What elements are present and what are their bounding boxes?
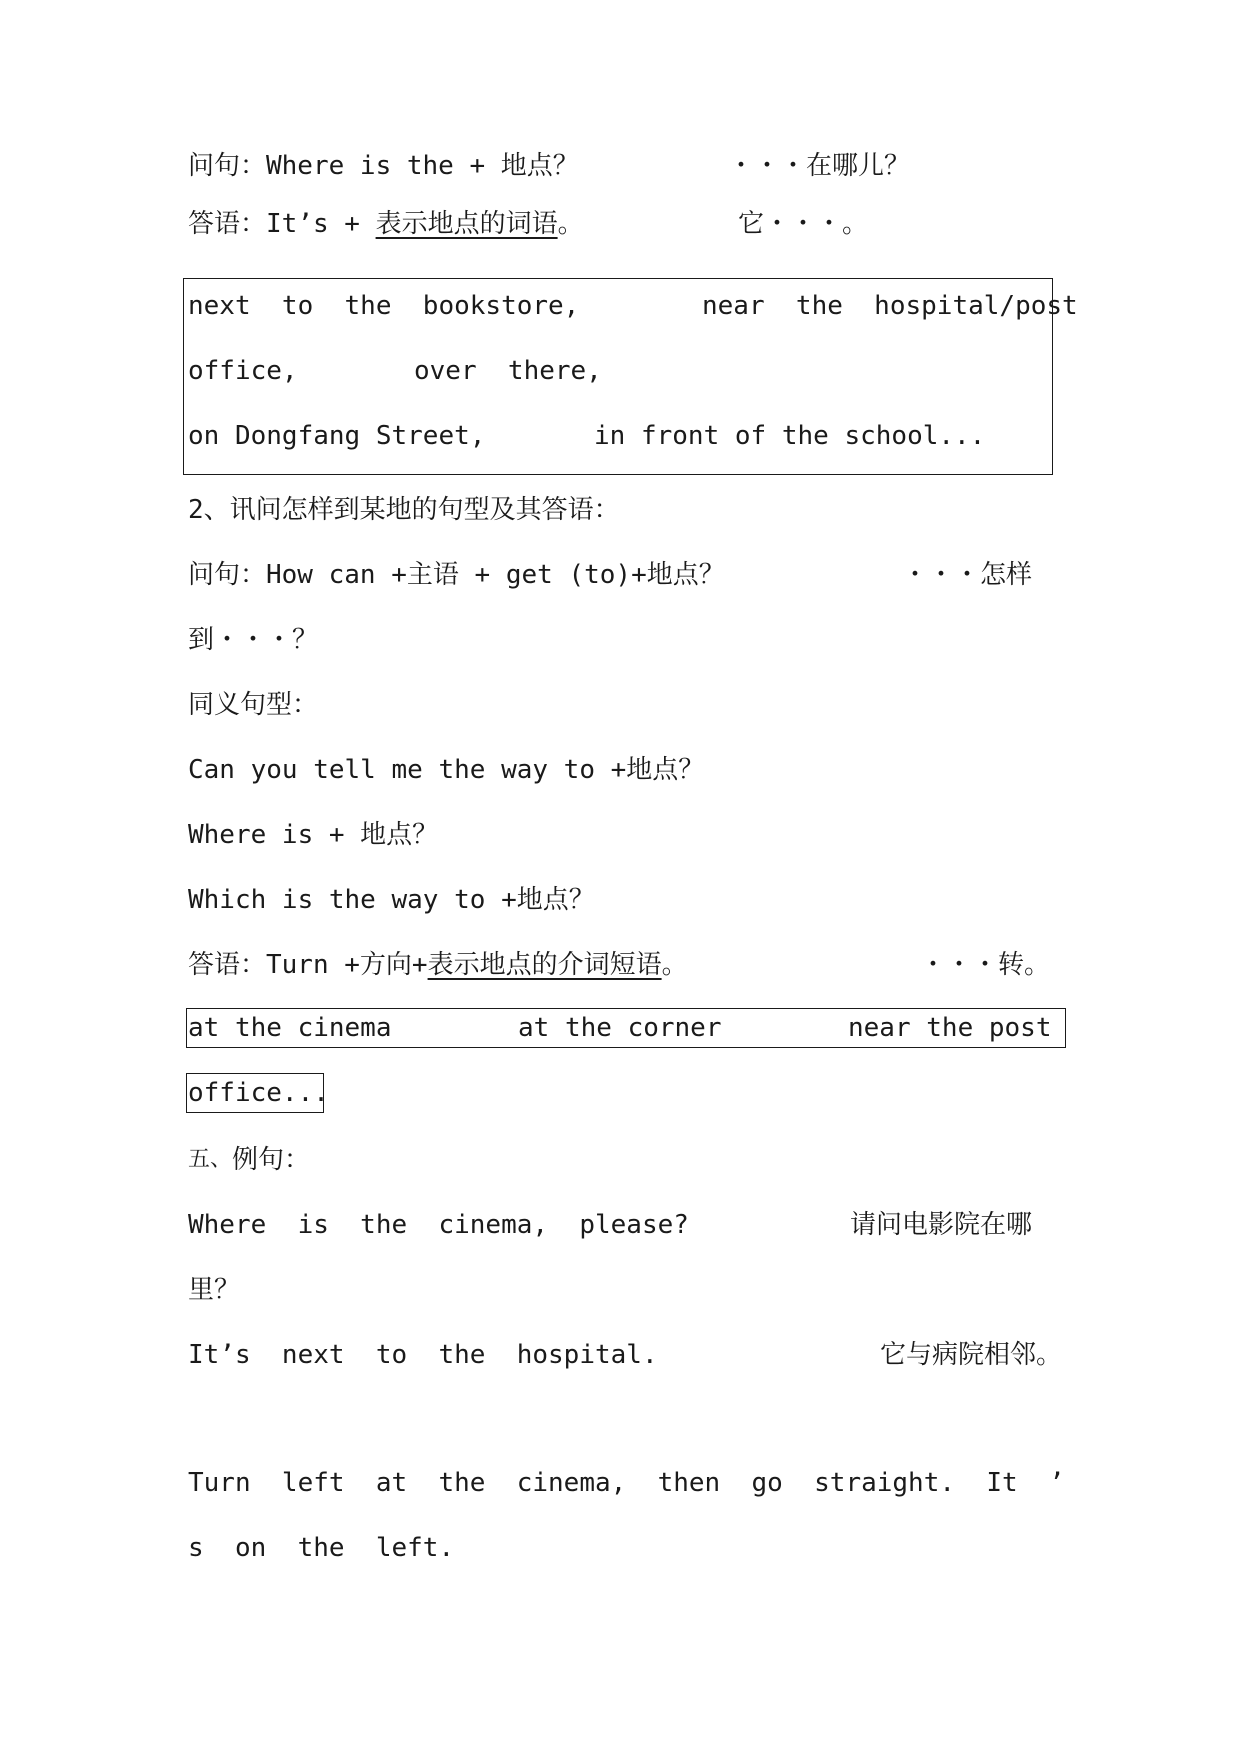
- phrase-at-the-cinema: at the cinema: [188, 1013, 392, 1043]
- turn-answer-line: [188, 945, 1088, 985]
- example-1-chinese: 请问电影院在哪: [850, 1210, 1033, 1240]
- example-1-chinese-cont: 里？: [188, 1275, 241, 1305]
- synonym-heading: 同义句型：: [188, 690, 319, 720]
- where-answer-end: 。: [557, 209, 584, 239]
- location-phrases-row-3: [188, 416, 1048, 456]
- section-5-heading: [188, 1140, 1088, 1180]
- example-3-cont: s on the left.: [188, 1533, 455, 1563]
- where-question-line: [188, 146, 1088, 186]
- how-question-line: [188, 555, 1088, 595]
- prep-phrases-box-cont: [186, 1073, 329, 1113]
- synonym-sentence-2: Where is + 地点？: [188, 820, 439, 850]
- where-answer-prefix: 答语：It’s +: [188, 209, 376, 239]
- example-2-line: [188, 1335, 1088, 1375]
- turn-answer-text: [188, 945, 688, 985]
- how-question-meaning-cont: 到・・・？: [188, 625, 319, 655]
- turn-answer-prefix: 答语：Turn +方向+: [188, 950, 428, 980]
- phrase-on-dongfang-street: on Dongfang Street,: [188, 421, 486, 451]
- where-answer-underlined: 表示地点的词语: [375, 209, 558, 239]
- example-2-english: It’s next to the hospital.: [188, 1340, 658, 1370]
- turn-answer-end: 。: [661, 950, 688, 980]
- location-phrases-row-1: [188, 286, 1078, 326]
- prep-phrases-box: [186, 1008, 1066, 1048]
- turn-answer-meaning: ・・・转。: [920, 950, 1051, 980]
- phrase-near-hospital-post: near the hospital/post: [702, 291, 1078, 321]
- phrase-next-to-bookstore: next to the bookstore,: [188, 291, 580, 321]
- where-answer-text: [188, 204, 584, 244]
- example-1-english: Where is the cinema, please?: [188, 1210, 689, 1240]
- where-question-text: 问句：Where is the + 地点？: [188, 151, 579, 181]
- prep-phrases-row: [188, 1008, 1064, 1048]
- where-answer-meaning: 它・・・。: [738, 209, 869, 239]
- how-question-text: 问句：How can +主语 + get (to)+地点？: [188, 560, 725, 590]
- example-1-line: [188, 1205, 1088, 1245]
- how-question-meaning: ・・・怎样: [902, 560, 1033, 590]
- synonym-sentence-3: Which is the way to +地点？: [188, 885, 595, 915]
- phrase-office-cont: office...: [188, 1078, 329, 1108]
- where-answer-line: [188, 204, 1088, 244]
- section-2-heading: 2、讯问怎样到某地的句型及其答语：: [188, 495, 620, 525]
- section-5-title: 例句：: [232, 1145, 311, 1175]
- phrase-near-the-post: near the post: [848, 1013, 1052, 1043]
- where-question-meaning: ・・・在哪儿？: [728, 151, 911, 181]
- phrase-at-the-corner: at the corner: [518, 1013, 722, 1043]
- location-phrases-row-2: [188, 351, 1048, 391]
- phrase-over-there: over there,: [414, 356, 602, 386]
- example-2-chinese: 它与病院相邻。: [880, 1340, 1063, 1370]
- section-5-number: 五、: [188, 1147, 233, 1172]
- example-3-line: Turn left at the cinema, then go straight. It ’: [188, 1468, 1065, 1498]
- phrase-in-front-of-school: in front of the school...: [594, 421, 986, 451]
- turn-answer-underlined: 表示地点的介词短语: [427, 950, 662, 980]
- synonym-sentence-1: Can you tell me the way to +地点？: [188, 755, 705, 785]
- phrase-office: office,: [188, 356, 298, 386]
- location-phrases-box: [183, 278, 1078, 475]
